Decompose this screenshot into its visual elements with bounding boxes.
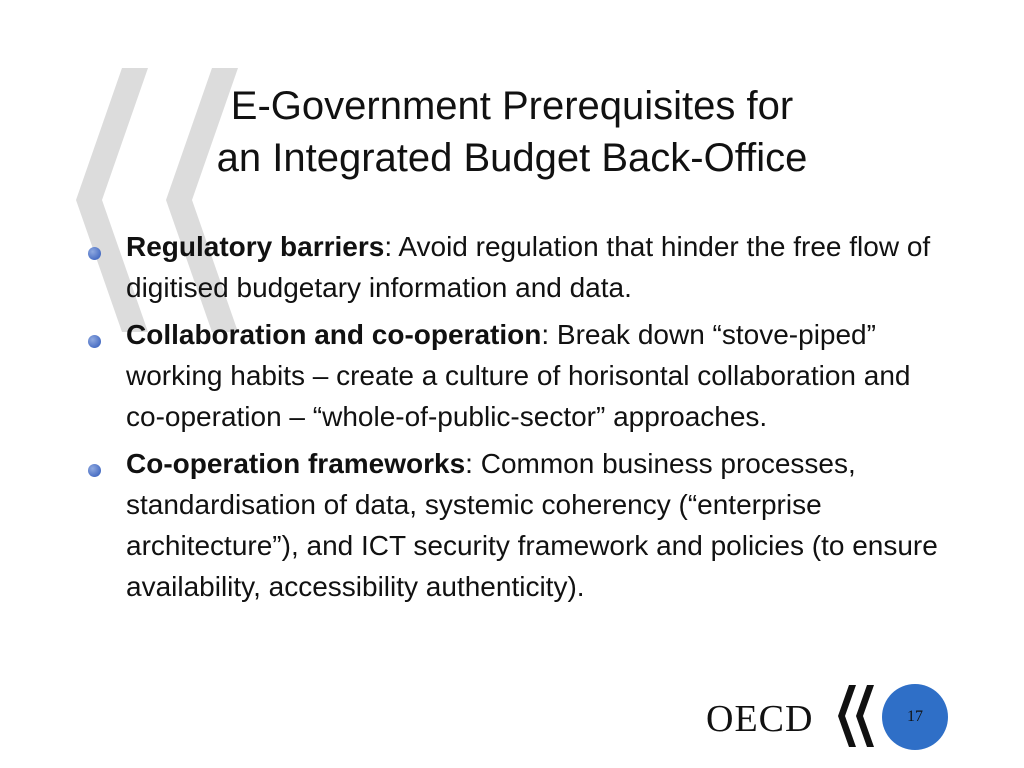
bullet-item-regulatory-barriers bbox=[88, 226, 948, 308]
bullet-item-frameworks bbox=[88, 443, 948, 607]
bullet-list bbox=[88, 226, 948, 613]
bullet-dot-icon bbox=[88, 247, 101, 260]
bullet-text: : Break down “stove-piped” working habits – create a culture of horisontal collaboration and co-operation – “whole-of-public-sector” approaches. bbox=[126, 319, 911, 432]
bullet-heading: Co-operation frameworks bbox=[126, 448, 466, 479]
bullet-heading: Regulatory barriers bbox=[126, 231, 385, 262]
title-line-2: an Integrated Budget Back-Office bbox=[216, 136, 808, 180]
oecd-chevron-icon bbox=[836, 683, 880, 749]
bullet-text: : Avoid regulation that hinder the free flow of digitised budgetary information and data. bbox=[126, 231, 931, 303]
bullet-item-collaboration bbox=[88, 314, 948, 437]
bullet-dot-icon bbox=[88, 335, 101, 348]
title-line-1: E-Government Prerequisites for bbox=[230, 84, 794, 128]
bullet-dot-icon bbox=[88, 464, 101, 477]
bullet-heading: Collaboration and co-operation bbox=[126, 319, 542, 350]
slide-title bbox=[0, 80, 1024, 184]
oecd-logo-text: OECD bbox=[706, 698, 814, 740]
page-number: 17 bbox=[907, 708, 923, 725]
bullet-text: : Common business processes, standardisation of data, systemic coherency (“enterprise architecture”), and ICT security framework and policies (to ensure availability, accessibility authenticity). bbox=[126, 448, 938, 602]
page-number-badge bbox=[882, 684, 948, 750]
